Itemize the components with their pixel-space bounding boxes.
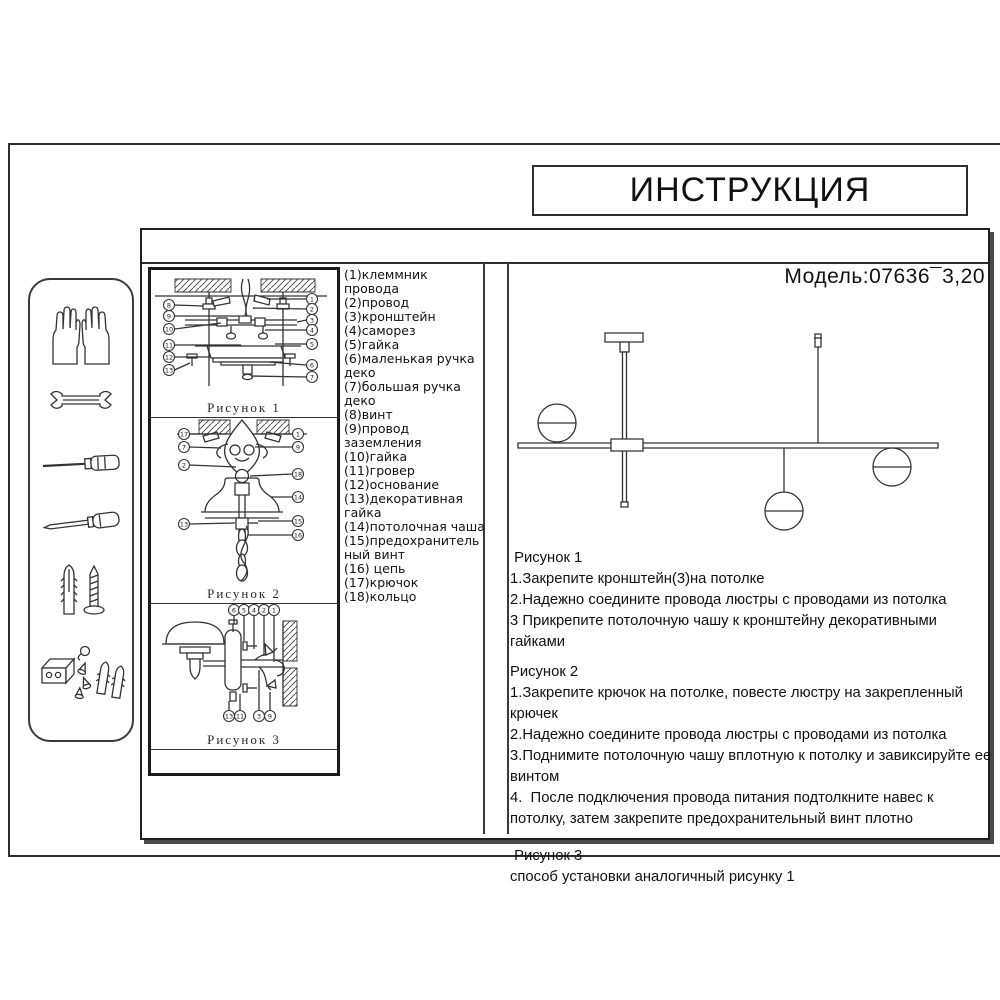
svg-text:16: 16 bbox=[293, 531, 303, 540]
instruction-section-title: Рисунок 1 bbox=[510, 550, 583, 566]
figures-panel bbox=[148, 267, 340, 776]
content-box bbox=[140, 228, 996, 885]
horizontal-bar bbox=[518, 443, 938, 448]
column-divider-right bbox=[507, 263, 509, 834]
part-item: (2)провод bbox=[344, 295, 410, 310]
svg-text:17: 17 bbox=[179, 430, 189, 439]
svg-text:2: 2 bbox=[181, 461, 187, 470]
svg-text:6: 6 bbox=[231, 606, 237, 615]
part-item: (18)кольцо bbox=[344, 589, 417, 604]
part-item: (14)потолочная чаша bbox=[344, 519, 485, 534]
instruction-step: 1.Закрепите крючок на потолке, повесте люстру на закрепленный крючек bbox=[510, 685, 968, 722]
figure-2-right-callouts bbox=[293, 429, 304, 541]
figure-1-left-callouts bbox=[164, 300, 175, 376]
header-rule bbox=[142, 262, 988, 264]
part-item: (15)предохранительный винт bbox=[344, 533, 480, 562]
svg-text:9: 9 bbox=[166, 312, 172, 321]
figures-panel-footer bbox=[151, 749, 337, 759]
figure-3 bbox=[151, 604, 337, 749]
instruction-step: 4. После подключения провода питания подтолкните навес к потолку, затем закрепите предохранительный винт плотно bbox=[510, 790, 938, 827]
svg-text:12: 12 bbox=[164, 353, 174, 362]
part-item: (7)большая ручка деко bbox=[344, 379, 461, 408]
figure-3-caption: Рисунок 3 bbox=[207, 732, 281, 747]
installation-instructions bbox=[510, 548, 996, 888]
part-item: (3)кронштейн bbox=[344, 309, 436, 324]
figure-2-caption: Рисунок 2 bbox=[207, 586, 281, 601]
svg-text:7: 7 bbox=[309, 373, 315, 382]
page-title: ИНСТРУКЦИЯ bbox=[629, 171, 871, 209]
instruction-step: 2.Надежно соедините провода люстры с проводами из потолка bbox=[510, 727, 947, 743]
instruction-section-title: Рисунок 3 bbox=[510, 848, 583, 864]
instruction-section-title: Рисунок 2 bbox=[510, 664, 579, 680]
part-item: (16) цепь bbox=[344, 561, 406, 576]
instruction-section-figure-1 bbox=[510, 548, 992, 653]
figure-1-caption: Рисунок 1 bbox=[207, 400, 281, 415]
svg-text:2: 2 bbox=[261, 606, 267, 615]
title-box bbox=[532, 165, 968, 216]
part-item: (11)гровер bbox=[344, 463, 415, 478]
figure-3-diagram bbox=[151, 604, 331, 732]
svg-text:13: 13 bbox=[164, 366, 174, 375]
svg-text:7: 7 bbox=[181, 443, 187, 452]
model-number: Модель:07636¯3,20 bbox=[784, 265, 985, 288]
part-item: (5)гайка bbox=[344, 337, 400, 352]
svg-text:13: 13 bbox=[224, 712, 234, 721]
parts-list bbox=[344, 268, 485, 604]
svg-text:11: 11 bbox=[235, 712, 245, 721]
svg-text:1: 1 bbox=[309, 295, 315, 304]
required-tools-panel bbox=[28, 278, 134, 742]
instruction-section-figure-2 bbox=[510, 662, 996, 830]
svg-text:14: 14 bbox=[293, 493, 303, 502]
svg-text:18: 18 bbox=[293, 470, 303, 479]
svg-text:11: 11 bbox=[164, 341, 174, 350]
cable-connector bbox=[815, 334, 821, 347]
part-item: (4)саморез bbox=[344, 323, 416, 338]
figure-2-diagram bbox=[151, 418, 331, 586]
wrench-icon bbox=[43, 388, 119, 414]
svg-text:2: 2 bbox=[309, 305, 315, 314]
instruction-step: 1.Закрепите кронштейн(3)на потолке bbox=[510, 571, 765, 587]
figure-3-top-callouts bbox=[229, 605, 280, 616]
part-item: (17)крючок bbox=[344, 575, 419, 590]
svg-text:1: 1 bbox=[295, 430, 301, 439]
svg-text:5: 5 bbox=[309, 340, 315, 349]
figure-1-right-callouts bbox=[307, 294, 318, 383]
screwdriver-thin-icon bbox=[42, 506, 124, 536]
part-item: (6)маленькая ручка деко bbox=[344, 351, 475, 380]
svg-text:5: 5 bbox=[241, 606, 247, 615]
svg-text:4: 4 bbox=[309, 326, 315, 335]
figure-3-bottom-callouts bbox=[224, 711, 276, 722]
instruction-step: способ установки аналогичный рисунку 1 bbox=[510, 869, 795, 885]
screwdriver-flat-icon bbox=[41, 450, 123, 476]
figure-2 bbox=[151, 418, 337, 604]
part-item: (8)винт bbox=[344, 407, 393, 422]
wall-anchor-and-screw-icon bbox=[56, 562, 108, 620]
svg-text:9: 9 bbox=[295, 443, 301, 452]
svg-text:3: 3 bbox=[309, 316, 315, 325]
figure-1 bbox=[151, 270, 337, 418]
part-item: (12)основание bbox=[344, 477, 440, 492]
fasteners-set-icon bbox=[38, 642, 128, 700]
figure-1-diagram bbox=[151, 270, 331, 400]
svg-text:10: 10 bbox=[164, 325, 174, 334]
svg-text:3: 3 bbox=[256, 712, 262, 721]
svg-text:1: 1 bbox=[271, 606, 277, 615]
instruction-step: 2.Надежно соедините провода люстры с проводами из потолка bbox=[510, 592, 947, 608]
svg-text:15: 15 bbox=[293, 517, 303, 526]
svg-text:9: 9 bbox=[267, 712, 273, 721]
svg-text:6: 6 bbox=[309, 361, 315, 370]
part-item: (1)клеммник провода bbox=[344, 267, 428, 296]
canopy-plate bbox=[605, 333, 643, 342]
svg-text:4: 4 bbox=[251, 606, 257, 615]
center-rod bbox=[623, 352, 627, 502]
chandelier-illustration bbox=[510, 296, 946, 542]
instruction-step: 3.Поднимите потолочную чашу вплотную к потолку и завиксируйте ее винтом bbox=[510, 748, 996, 785]
gloves-icon bbox=[46, 304, 116, 368]
instruction-section-figure-3 bbox=[510, 846, 992, 888]
figure-2-left-callouts bbox=[179, 429, 190, 530]
part-item: (13)декоративная гайка bbox=[344, 491, 463, 520]
svg-text:13: 13 bbox=[179, 520, 189, 529]
part-item: (9)провод заземления bbox=[344, 421, 422, 450]
instruction-step: 3 Прикрепите потолочную чашу к кронштейну декоративными гайками bbox=[510, 613, 942, 650]
part-item: (10)гайка bbox=[344, 449, 408, 464]
svg-text:8: 8 bbox=[166, 301, 172, 310]
